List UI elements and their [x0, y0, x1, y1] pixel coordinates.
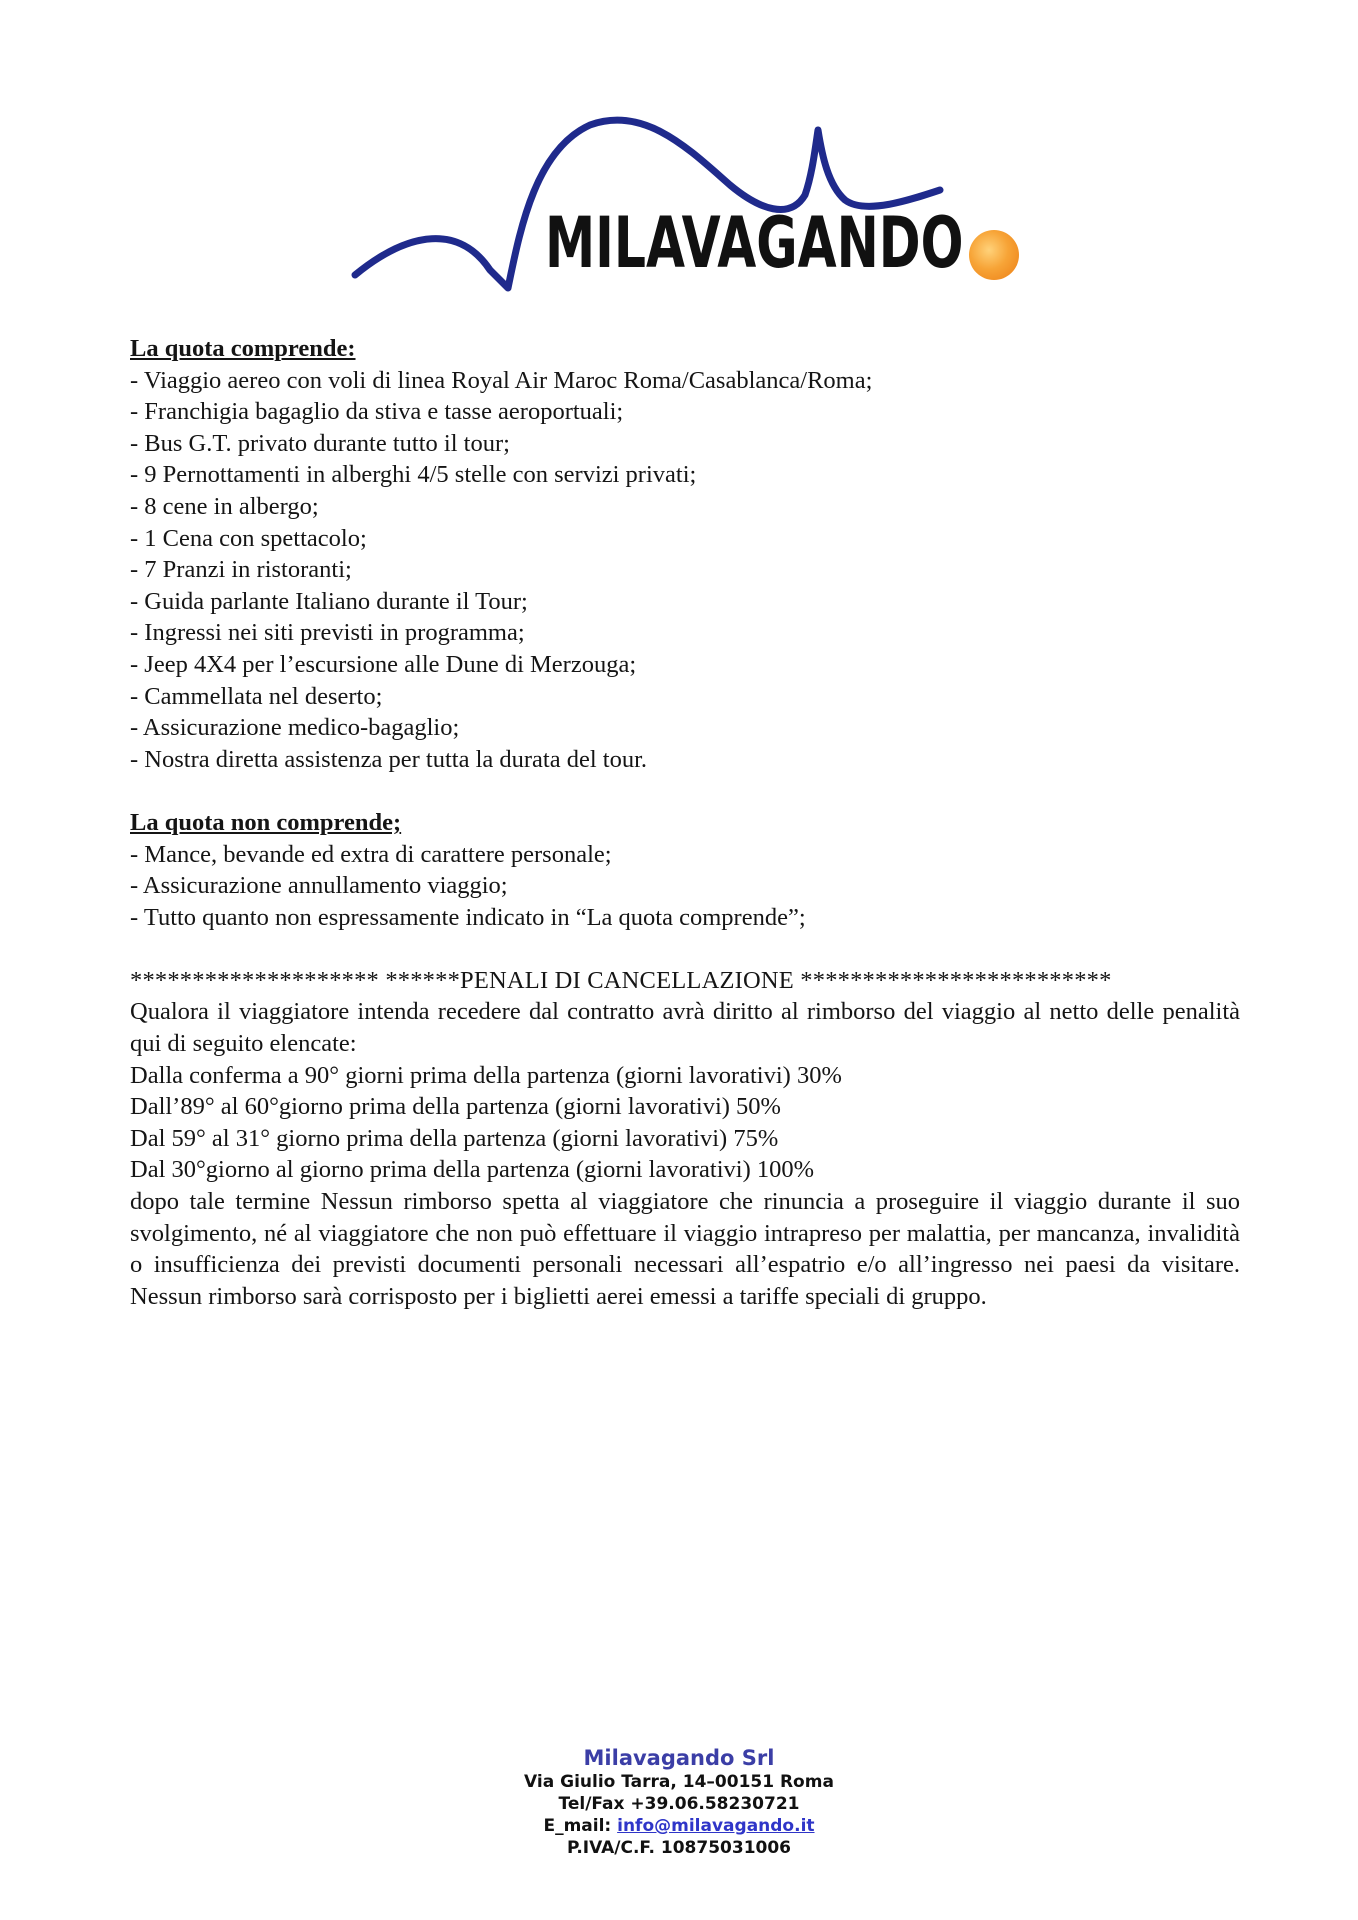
list-item: - Ingressi nei siti previsti in programma;: [130, 619, 525, 647]
company-name: Milavagando Srl: [583, 1746, 775, 1770]
list-item: - Viaggio aereo con voli di linea Royal Air Maroc Roma/Casablanca/Roma;: [130, 366, 873, 394]
list-item: - Assicurazione annullamento viaggio;: [130, 872, 508, 900]
company-logo: [350, 110, 1050, 300]
company-phone: Tel/Fax +39.06.58230721: [558, 1794, 800, 1814]
list-item: - Nostra diretta assistenza per tutta la durata del tour.: [130, 745, 648, 773]
list-item: - Mance, bevande ed extra di carattere personale;: [130, 840, 612, 868]
list-item: - 8 cene in albergo;: [130, 492, 319, 520]
penalty-rule: Dall’89° al 60°giorno prima della partenza (giorni lavorativi) 50%: [130, 1093, 781, 1121]
excluded-section: [130, 807, 1240, 933]
sun-icon: [969, 230, 1019, 280]
list-item: - Bus G.T. privato durante tutto il tour;: [130, 429, 510, 457]
email-link[interactable]: info@milavagando.it: [617, 1816, 815, 1836]
spacer: [130, 775, 1240, 807]
list-item: - Assicurazione medico-bagaglio;: [130, 714, 460, 742]
document-body: [130, 333, 1240, 1312]
penalties-section: [130, 965, 1240, 1313]
penalties-intro: Qualora il viaggiatore intenda recedere dal contratto avrà diritto al rimborso del viaggio al netto delle penalità qui di seguito elencate:: [130, 998, 1240, 1058]
list-item: - Guida parlante Italiano durante il Tour;: [130, 587, 528, 615]
list-item: - 9 Pernottamenti in alberghi 4/5 stelle con servizi privati;: [130, 461, 697, 489]
included-section: [130, 333, 1240, 775]
company-vat: P.IVA/C.F. 10875031006: [566, 1838, 792, 1858]
list-item: - 7 Pranzi in ristoranti;: [130, 556, 352, 584]
excluded-heading: La quota non comprende;: [130, 808, 402, 836]
company-footer: [0, 1745, 1358, 1859]
company-address: Via Giulio Tarra, 14–00151 Roma: [524, 1772, 834, 1792]
penalty-rule: Dal 30°giorno al giorno prima della partenza (giorni lavorativi) 100%: [130, 1156, 815, 1184]
company-email-line: [0, 1815, 1358, 1837]
list-item: - Cammellata nel deserto;: [130, 682, 383, 710]
penalties-banner: ******************** ******PENALI DI CANCELLAZIONE *************************: [130, 966, 1112, 994]
spacer: [130, 933, 1240, 965]
included-heading: La quota comprende:: [130, 335, 356, 362]
list-item: - Tutto quanto non espressamente indicato in “La quota comprende”;: [130, 903, 806, 931]
list-item: - 1 Cena con spettacolo;: [130, 524, 367, 552]
list-item: - Jeep 4X4 per l’escursione alle Dune di Merzouga;: [130, 650, 637, 678]
list-item: - Franchigia bagaglio da stiva e tasse aeroportuali;: [130, 398, 624, 426]
email-label: E_mail:: [543, 1816, 618, 1836]
penalty-rule: Dal 59° al 31° giorno prima della partenza (giorni lavorativi) 75%: [130, 1124, 779, 1152]
logo-wordmark: MILAVAGANDO: [545, 202, 964, 284]
penalty-rule: Dalla conferma a 90° giorni prima della partenza (giorni lavorativi) 30%: [130, 1061, 842, 1089]
penalties-closing: dopo tale termine Nessun rimborso spetta al viaggiatore che rinuncia a proseguire il viaggio durante il suo svolgimento, né al viaggiatore che non può effettuare il viaggio intrapreso per malattia, per mancanza, invalidità o insufficienza dei previsti documenti personali necessari all’espatrio e/o all’ingresso nei paesi da visitare. Nessun rimborso sarà corrisposto per i biglietti aerei emessi a tariffe speciali di gruppo.: [130, 1188, 1240, 1310]
